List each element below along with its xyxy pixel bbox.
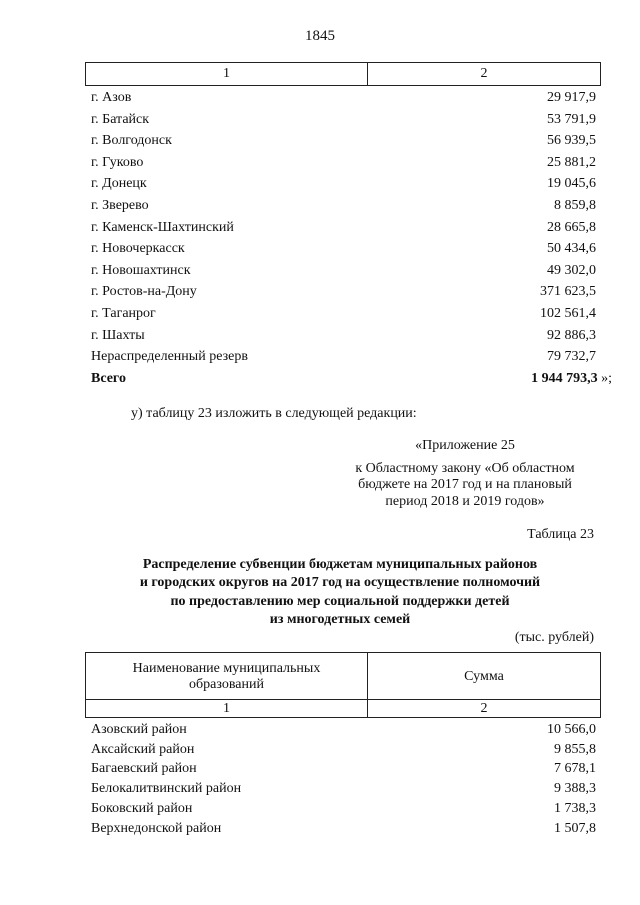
row-value: 1 507,8 [554,820,596,836]
row-value: 7 678,1 [554,761,596,777]
table-row [91,173,596,194]
row-name: Белокалитвинский район [91,781,242,797]
appendix-line3: бюджете на 2017 год и на плановый [358,477,572,492]
table2-header [85,652,601,718]
row-name: Нераспределенный резерв [91,349,248,365]
row-value: 10 566,0 [547,722,596,737]
row-name: Азовский район [91,722,187,737]
title-line1: Распределение субвенции бюджетам муниципальных районов [142,557,538,572]
row-value: 56 939,5 [547,133,596,149]
row-name: г. Новошахтинск [91,262,191,278]
row-name: г. Шахты [91,327,145,343]
table1-header [85,62,601,86]
table-row [91,739,596,760]
table2-col2-header: 2 [480,701,488,716]
row-value: 371 623,5 [540,284,596,300]
row-value: 8 859,8 [554,198,596,213]
table-row [91,217,596,238]
table-row [91,758,596,779]
row-value: 49 302,0 [547,262,596,278]
table-row [91,130,596,151]
table-row [91,260,596,281]
row-value: 92 886,3 [547,327,596,343]
table1-total-row [91,368,612,389]
table-row [91,152,596,173]
table-row [91,818,596,839]
table-row [91,719,596,740]
title-line2: и городских округов на 2017 год на осуществление полномочий [139,575,541,590]
row-value: 53 791,9 [547,111,596,127]
row-value: 79 732,7 [547,349,596,365]
row-value: 28 665,8 [547,219,596,235]
row-name: г. Таганрог [91,306,156,321]
total-suffix: »; [597,371,612,386]
table2-col1-header: 1 [223,701,230,716]
row-value: 29 917,9 [547,90,596,105]
row-value: 25 881,2 [547,154,596,170]
table-row [91,281,596,302]
total-value: 1 944 793,3 [531,371,598,386]
row-value: 1 738,3 [554,800,596,816]
appendix-line1: «Приложение 25 [415,438,515,453]
row-value: 19 045,6 [547,176,596,192]
row-value: 50 434,6 [547,241,596,257]
table-row [91,87,596,108]
table1-col1-header: 1 [223,66,230,81]
units-label: (тыс. рублей) [514,630,594,645]
row-name: Багаевский район [91,761,197,777]
appendix-line2: к Областному закону «Об областном [355,461,575,476]
row-name: г. Новочеркасск [91,241,185,257]
table-row [91,109,596,130]
table2-name-header-line2: образований [189,677,264,692]
total-label: Всего [91,371,126,386]
table1-col2-header: 2 [480,66,488,81]
instruction-text: у) таблицу 23 изложить в следующей редакции: [131,406,417,421]
row-name: Верхнедонской район [91,820,222,836]
row-name: Аксайский район [91,741,195,757]
table-row [91,325,596,346]
row-name: г. Азов [91,90,132,105]
row-name: г. Каменск-Шахтинский [91,219,234,235]
title-line4: из многодетных семей [269,612,411,627]
table2-name-header-line1: Наименование муниципальных [132,661,321,676]
table-label: Таблица 23 [527,527,594,542]
row-name: г. Волгодонск [91,133,172,149]
row-value: 102 561,4 [540,306,596,321]
row-value: 9 855,8 [554,741,596,757]
row-name: Боковский район [91,800,193,816]
title-line3: по предоставлению мер социальной поддержки детей [170,594,510,609]
row-name: г. Гуково [91,154,144,170]
table-row [91,798,596,819]
table-row [91,303,596,324]
appendix-line4: период 2018 и 2019 годов» [385,494,545,509]
row-name: г. Ростов-на-Дону [91,284,197,300]
table-row [91,238,596,259]
table2-sum-header: Сумма [464,669,504,684]
page-number: 1845 [305,28,335,44]
table-row [91,195,596,216]
table-row [91,778,596,799]
row-name: г. Зверево [91,198,149,213]
table-row [91,346,596,367]
row-name: г. Батайск [91,111,150,127]
row-value: 9 388,3 [554,781,596,797]
row-name: г. Донецк [91,176,147,192]
